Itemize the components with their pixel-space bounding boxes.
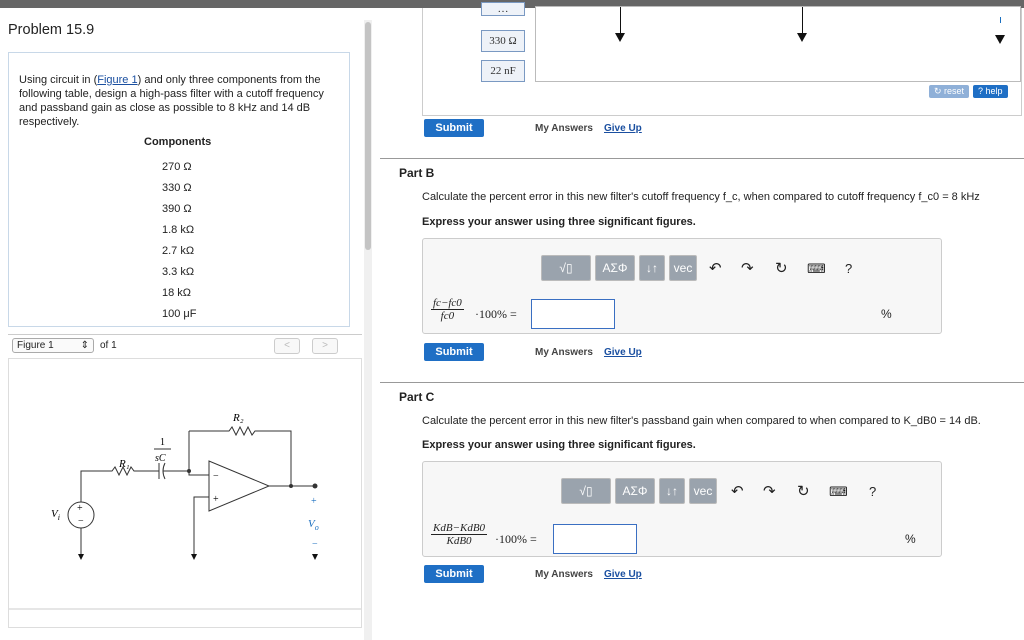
template-tool-button[interactable]: √▯ — [561, 478, 611, 504]
part-a-my-answers[interactable]: My Answers — [535, 123, 593, 134]
keyboard-icon[interactable]: ⌨ — [807, 261, 826, 276]
part-b-question: Calculate the percent error in this new filter's cutoff frequency f_c, when compared to cutoff frequency f_c0 = 8 kHz — [422, 191, 980, 203]
component-tile-partial[interactable]: … — [481, 2, 525, 16]
ground-arrow — [78, 554, 84, 560]
part-b-title: Part B — [399, 166, 435, 180]
circuit-drop-zone[interactable] — [535, 6, 1021, 82]
part-c-answer-panel — [422, 461, 942, 557]
wire-inverting — [163, 471, 209, 475]
help-button[interactable]: ? help — [973, 85, 1008, 98]
vo-minus: − — [312, 539, 318, 550]
drop-arrow-icon — [615, 33, 625, 42]
component-tile[interactable]: 22 nF — [481, 60, 525, 82]
part-c-question: Calculate the percent error in this new filter's passband gain when compared to when compared to K_dB0 = 14 dB. — [422, 415, 981, 427]
cap-num: 1 — [160, 437, 165, 448]
template-tool-button[interactable]: √▯ — [541, 255, 591, 281]
r2-label: R₂ — [233, 412, 244, 424]
part-b-fraction-denominator: fc0 — [440, 310, 455, 322]
op-amp-minus: − — [213, 471, 219, 482]
part-b-unit: % — [881, 307, 892, 321]
next-figure-button[interactable]: > — [312, 338, 338, 354]
component-item: 270 Ω — [162, 161, 192, 173]
part-b-my-answers[interactable]: My Answers — [535, 347, 593, 358]
undo-icon[interactable]: ↶ — [731, 483, 744, 500]
vi-label: $V_i$ — [51, 508, 60, 522]
problem-title: Problem 15.9 — [8, 22, 95, 38]
drop-arrow-icon — [995, 35, 1005, 44]
reset-icon[interactable]: ↻ — [797, 483, 810, 500]
redo-icon[interactable]: ↷ — [763, 483, 776, 500]
undo-icon[interactable]: ↶ — [709, 260, 722, 277]
part-a-give-up-link[interactable]: Give Up — [604, 123, 642, 134]
component-item: 390 Ω — [162, 203, 192, 215]
prev-figure-button[interactable]: < — [274, 338, 300, 354]
circuit-diagram — [9, 359, 361, 627]
part-c-title: Part C — [399, 390, 435, 404]
cap-den: sC — [155, 453, 166, 464]
part-c-give-up-link[interactable]: Give Up — [604, 569, 642, 580]
source-plus: + — [77, 503, 83, 514]
keyboard-icon[interactable]: ⌨ — [829, 484, 848, 499]
r2-resistor — [189, 427, 291, 486]
divider — [380, 382, 1024, 383]
node-dot — [187, 469, 191, 473]
reset-button[interactable]: ↻ reset — [929, 85, 969, 98]
reset-icon[interactable]: ↻ — [775, 260, 788, 277]
part-a-answer-box — [422, 3, 1022, 116]
part-b-submit-button[interactable]: Submit — [424, 343, 484, 361]
vector-button[interactable]: vec — [689, 478, 717, 504]
drop-arrow-icon — [797, 33, 807, 42]
part-c-submit-button[interactable]: Submit — [424, 565, 484, 583]
vector-button[interactable]: vec — [669, 255, 697, 281]
greek-symbols-button[interactable]: ΑΣΦ — [615, 478, 655, 504]
part-c-my-answers[interactable]: My Answers — [535, 569, 593, 580]
part-c-answer-input[interactable] — [553, 524, 637, 554]
vo-label: $V_o$ — [308, 518, 319, 532]
part-c-fraction — [431, 522, 487, 547]
component-item: 330 Ω — [162, 182, 192, 194]
figure-panel — [8, 358, 362, 628]
figure-select[interactable] — [12, 338, 94, 353]
subscript-button[interactable]: ↓↑ — [639, 255, 665, 281]
part-b-answer-input[interactable] — [531, 299, 615, 329]
figure-navigation — [8, 334, 362, 356]
part-b-fraction — [431, 297, 464, 322]
ground-arrow — [191, 554, 197, 560]
part-b-answer-panel — [422, 238, 942, 334]
problem-text-suffix: ) and only three components from the following table, design a high-pass filter with a cutoff frequency and passband gain as close as possible to 8 kHz and 14 dB respectively. — [19, 74, 324, 128]
component-item: 100 μF — [162, 308, 197, 320]
reset-label: reset — [944, 86, 965, 96]
component-item: 18 kΩ — [162, 287, 192, 299]
output-terminal — [313, 484, 318, 489]
part-b-fraction-numerator: fc−fc0 — [433, 297, 462, 309]
wire-noninverting — [194, 497, 209, 554]
component-item: 3.3 kΩ — [162, 266, 195, 278]
figure-count: of 1 — [100, 340, 117, 351]
problem-text — [19, 73, 344, 129]
op-amp-plus: + — [213, 494, 219, 505]
answers-pane — [380, 3, 1024, 632]
greek-symbols-button[interactable]: ΑΣΦ — [595, 255, 635, 281]
vo-plus: + — [311, 496, 317, 507]
components-header: Components — [144, 136, 212, 148]
ground-arrow — [312, 554, 318, 560]
problem-text-prefix: Using circuit in ( — [19, 74, 98, 86]
component-tile[interactable]: 330 Ω — [481, 30, 525, 52]
divider — [380, 158, 1024, 159]
select-arrows-icon: ⇕ — [80, 340, 89, 351]
part-c-instruction: Express your answer using three significant figures. — [422, 439, 696, 451]
part-a-submit-button[interactable]: Submit — [424, 119, 484, 137]
redo-icon[interactable]: ↷ — [741, 260, 754, 277]
part-c-unit: % — [905, 532, 916, 546]
scrollbar-thumb[interactable] — [365, 22, 371, 250]
help-question-button[interactable]: ? — [845, 261, 853, 276]
help-question-button[interactable]: ? — [869, 484, 877, 499]
figure-select-label: Figure 1 — [17, 340, 54, 351]
component-item: 1.8 kΩ — [162, 224, 195, 236]
figure-link[interactable]: Figure 1 — [97, 74, 138, 86]
part-c-multiplier: ·100% = — [495, 532, 537, 546]
source-minus: − — [78, 516, 84, 527]
r1-resistor — [81, 467, 157, 489]
problem-statement-box — [8, 52, 350, 327]
part-b-multiplier: ·100% = — [475, 307, 517, 321]
problem-pane — [0, 8, 376, 632]
part-c-fraction-numerator: KdB−KdB0 — [433, 522, 486, 534]
part-c-fraction-denominator: KdB0 — [446, 535, 472, 547]
part-b-instruction: Express your answer using three significant figures. — [422, 216, 696, 228]
r1-label: R₁ — [119, 458, 130, 470]
subscript-button[interactable]: ↓↑ — [659, 478, 685, 504]
part-b-give-up-link[interactable]: Give Up — [604, 347, 642, 358]
component-item: 2.7 kΩ — [162, 245, 195, 257]
